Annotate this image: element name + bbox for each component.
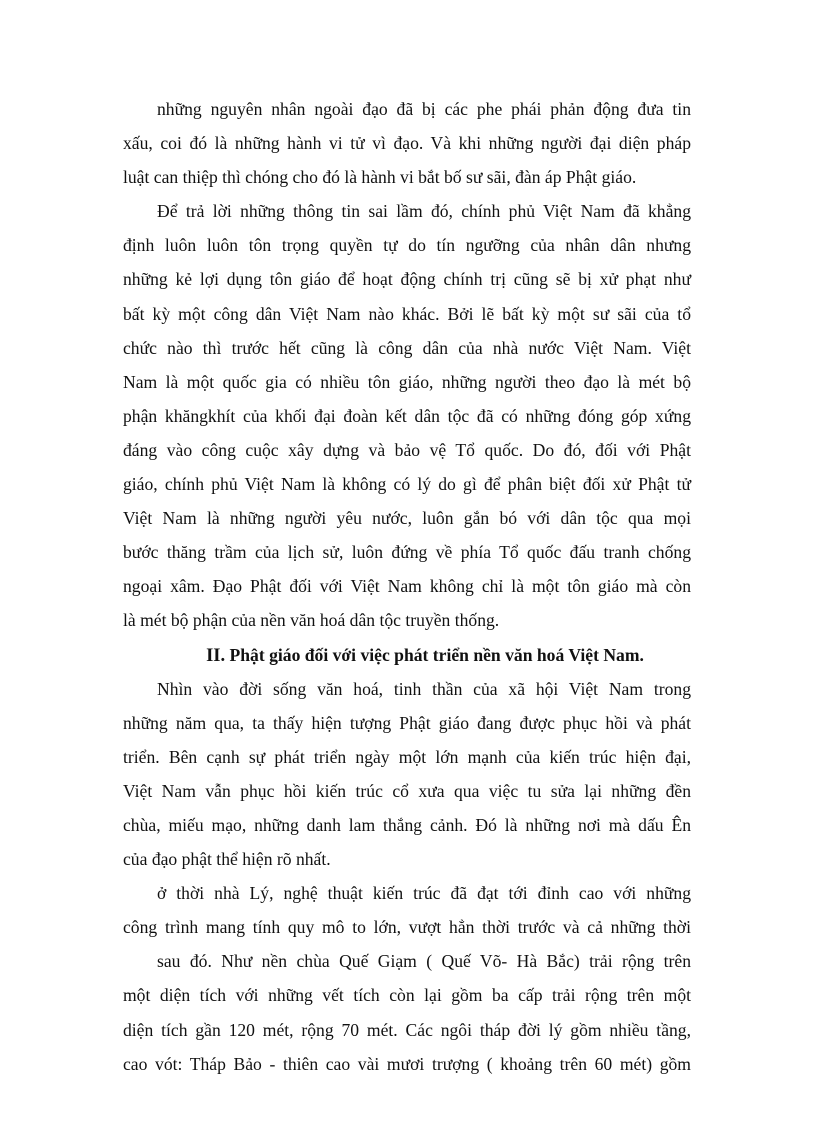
text-line: Việt Nam là những người yêu nước, luôn gắn bó với dân tộc qua mọi [123, 508, 691, 529]
text-line: Nhìn vào đời sống văn hoá, tinh thần của xã hội Việt Nam trong [157, 678, 691, 699]
text-line: giáo, chính phủ Việt Nam là không có lý do gì để phân biệt đối xử Phật tử [123, 474, 691, 495]
text-line: những năm qua, ta thấy hiện tượng Phật giáo đang được phục hồi và phát [123, 712, 691, 733]
text-line: ở thời nhà Lý, nghệ thuật kiến trúc đã đạt tới đỉnh cao với những [157, 883, 691, 904]
text-line: Nam là một quốc gia có nhiều tôn giáo, những người theo đạo là mét bộ [123, 371, 691, 392]
text-line: phận khăngkhít của khối đại đoàn kết dân tộc đã có những đóng góp xứng [123, 405, 691, 426]
text-line: triển. Bên cạnh sự phát triển ngày một lớn mạnh của kiến trúc hiện đại, [123, 746, 691, 767]
text-line: cao vót: Tháp Bảo - thiên cao vài mươi trượng ( khoảng trên 60 mét) gồm [123, 1053, 691, 1074]
text-line: chùa, miếu mạo, những danh lam thắng cảnh. Đó là những nơi mà dấu Ên [123, 814, 691, 835]
text-line: sau đó. Như nền chùa Quế Giạm ( Quế Võ- Hà Bắc) trải rộng trên [157, 951, 691, 972]
text-line: là mét bộ phận của nền văn hoá dân tộc truyền thống. [123, 610, 500, 631]
text-line: bất kỳ một công dân Việt Nam nào khác. Bởi lẽ bất kỳ một sư sãi của tổ [123, 303, 691, 324]
body-text [123, 92, 691, 1081]
text-line: những kẻ lợi dụng tôn giáo để hoạt động chính trị cũng sẽ bị xử phạt như [123, 269, 691, 290]
text-line: ngoại xâm. Đạo Phật đối với Việt Nam không chỉ là một tôn giáo mà còn [123, 576, 691, 597]
text-line: bước thăng trầm của lịch sử, luôn đứng về phía Tổ quốc đấu tranh chống [123, 542, 691, 563]
section-number: II. [206, 645, 226, 666]
text-line: một diện tích với những vết tích còn lại gồm ba cấp trải rộng trên một [123, 985, 691, 1006]
text-line: của đạo phật thể hiện rõ nhất. [123, 849, 331, 870]
text-line: luật can thiệp thì chóng cho đó là hành vi bắt bố sư sãi, đàn áp Phật giáo. [123, 167, 637, 188]
text-line: Việt Nam vẫn phục hồi kiến trúc cổ xưa qua việc tu sửa lại những đền [123, 780, 691, 801]
text-line: công trình mang tính quy mô to lớn, vượt hẳn thời trước và cả những thời [123, 917, 691, 938]
text-line: đáng vào công cuộc xây dựng và bảo vệ Tổ quốc. Do đó, đối với Phật [123, 439, 691, 460]
text-line: chức nào thì trước hết cũng là công dân của nhà nước Việt Nam. Việt [123, 337, 691, 358]
section-heading [123, 638, 691, 672]
text-line: diện tích gần 120 mét, rộng 70 mét. Các ngôi tháp đời lý gồm nhiều tầng, [123, 1019, 691, 1040]
text-line: xấu, coi đó là những hành vi tử vì đạo. Và khi những người đại diện pháp [123, 133, 691, 154]
text-line: định luôn luôn tôn trọng quyền tự do tín ngưỡng của nhân dân nhưng [123, 235, 691, 256]
text-line: những nguyên nhân ngoài đạo đã bị các phe phái phản động đưa tin [157, 99, 691, 119]
section-title: Phật giáo đối với việc phát triển nền văn hoá Việt Nam. [229, 644, 644, 665]
text-line: Để trả lời những thông tin sai lầm đó, chính phủ Việt Nam đã khẳng [157, 201, 691, 222]
